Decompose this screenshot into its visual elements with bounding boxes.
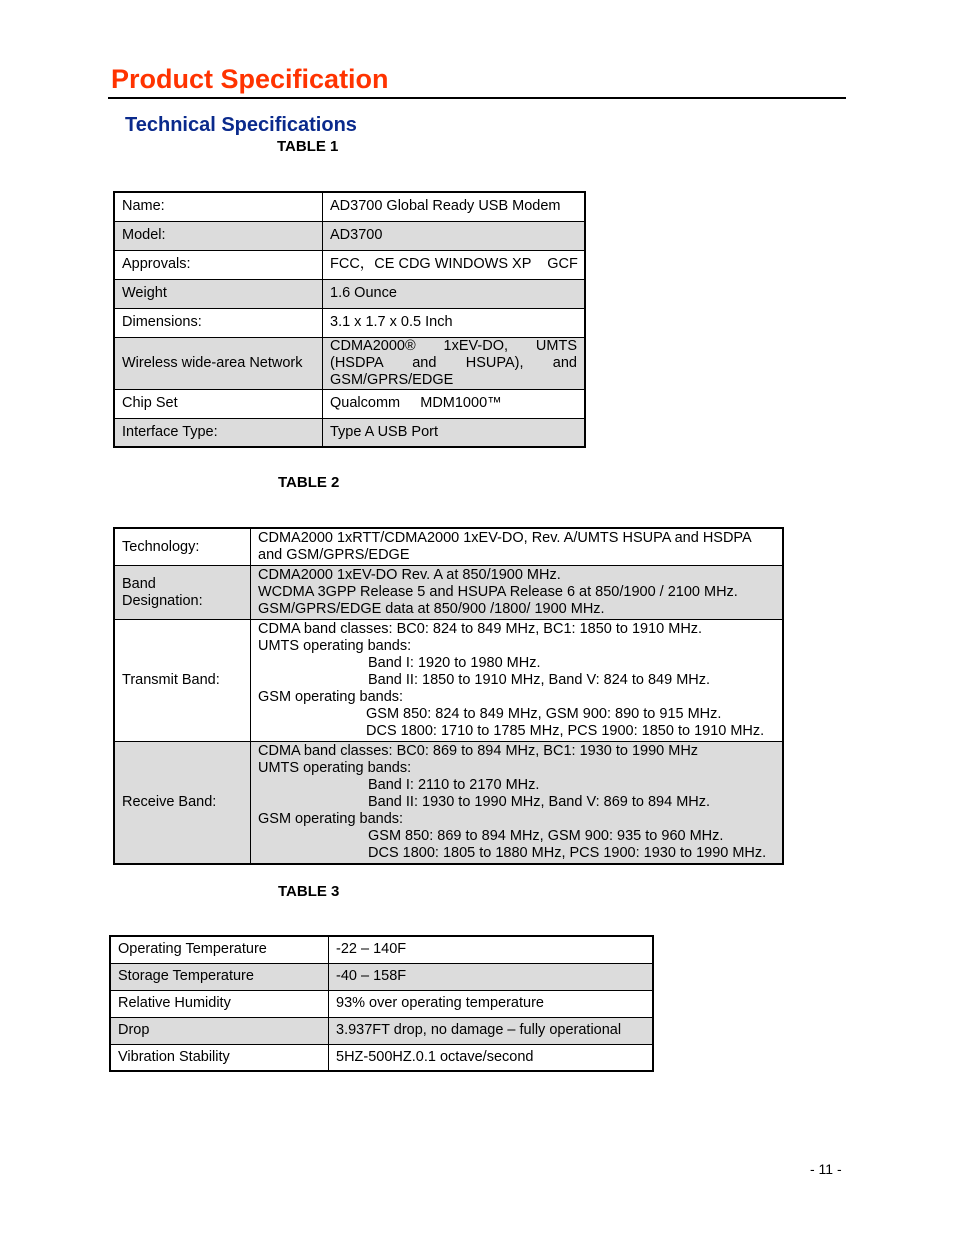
band-line: Band II: 1930 to 1990 MHz, Band V: 869 to 894 MHz. bbox=[368, 794, 711, 810]
band-line: GSM operating bands: bbox=[258, 811, 404, 827]
table1-key: Interface Type: bbox=[114, 418, 323, 447]
table-row bbox=[110, 1017, 653, 1044]
section-heading: Technical Specifications bbox=[125, 114, 357, 136]
table1-value: Type A USB Port bbox=[323, 418, 586, 447]
table2-key: Receive Band: bbox=[114, 742, 251, 865]
table-row bbox=[110, 1044, 653, 1071]
table3-key: Relative Humidity bbox=[110, 990, 329, 1017]
band-line: GSM 850: 869 to 894 MHz, GSM 900: 935 to 960 MHz. bbox=[368, 828, 724, 844]
table3-value: -40 – 158F bbox=[329, 963, 654, 990]
table-row bbox=[110, 990, 653, 1017]
table2-label: TABLE 2 bbox=[278, 474, 340, 491]
table-row bbox=[114, 221, 585, 250]
band-line: GSM 850: 824 to 849 MHz, GSM 900: 890 to 915 MHz. bbox=[366, 706, 722, 722]
table1-key: Name: bbox=[114, 192, 323, 221]
table-row bbox=[114, 308, 585, 337]
table-row bbox=[110, 936, 653, 963]
table2-key: Technology: bbox=[114, 528, 251, 566]
table1-key: Dimensions: bbox=[114, 308, 323, 337]
page-title: Product Specification bbox=[111, 64, 389, 94]
table-row bbox=[114, 389, 585, 418]
table3-key: Drop bbox=[110, 1017, 329, 1044]
band-line: GSM operating bands: bbox=[258, 689, 404, 705]
band-line: DCS 1800: 1710 to 1785 MHz, PCS 1900: 1850 to 1910 MHz. bbox=[366, 723, 765, 739]
band-line: CDMA band classes: BC0: 824 to 849 MHz, BC1: 1850 to 1910 MHz. bbox=[258, 621, 703, 637]
table1-value: Qualcomm MDM1000™ bbox=[323, 389, 586, 418]
table-row bbox=[114, 337, 585, 389]
table1-value: CDMA2000® 1xEV-DO, UMTS (HSDPA and HSUPA), and GSM/GPRS/EDGE bbox=[323, 337, 586, 389]
table-row bbox=[114, 528, 783, 566]
table2-key: Transmit Band: bbox=[114, 620, 251, 742]
table3-value: 93% over operating temperature bbox=[329, 990, 654, 1017]
table3-key: Vibration Stability bbox=[110, 1044, 329, 1071]
table3-value: -22 – 140F bbox=[329, 936, 654, 963]
band-line: Band II: 1850 to 1910 MHz, Band V: 824 to 849 MHz. bbox=[368, 672, 711, 688]
band-line: DCS 1800: 1805 to 1880 MHz, PCS 1900: 1930 to 1990 MHz. bbox=[368, 845, 767, 861]
band-line: UMTS operating bands: bbox=[258, 760, 412, 776]
table3-value: 3.937FT drop, no damage – fully operational bbox=[329, 1017, 654, 1044]
title-divider bbox=[108, 97, 846, 99]
band-line: Band I: 2110 to 2170 MHz. bbox=[368, 777, 540, 793]
table-row bbox=[114, 418, 585, 447]
table3-key: Storage Temperature bbox=[110, 963, 329, 990]
table1-value: AD3700 bbox=[323, 221, 586, 250]
table-row bbox=[114, 566, 783, 620]
band-line: CDMA2000 1xEV-DO Rev. A at 850/1900 MHz. bbox=[258, 567, 561, 583]
table1-value: 3.1 x 1.7 x 0.5 Inch bbox=[323, 308, 586, 337]
table-row bbox=[114, 192, 585, 221]
table-row bbox=[114, 279, 585, 308]
table2-value bbox=[251, 620, 784, 742]
table2-value: CDMA2000 1xRTT/CDMA2000 1xEV-DO, Rev. A/UMTS HSUPA and HSDPA and GSM/GPRS/EDGE bbox=[251, 528, 784, 566]
table1-key: Chip Set bbox=[114, 389, 323, 418]
table1-value: 1.6 Ounce bbox=[323, 279, 586, 308]
table-row bbox=[114, 742, 783, 865]
band-line: GSM/GPRS/EDGE data at 850/900 /1800/ 1900 MHz. bbox=[258, 601, 605, 617]
table3-key: Operating Temperature bbox=[110, 936, 329, 963]
table-row bbox=[114, 250, 585, 279]
table3-value: 5HZ-500HZ.0.1 octave/second bbox=[329, 1044, 654, 1071]
band-line: WCDMA 3GPP Release 5 and HSUPA Release 6 at 850/1900 / 2100 MHz. bbox=[258, 584, 738, 600]
table2-key: Band Designation: bbox=[114, 566, 251, 620]
table3-label: TABLE 3 bbox=[278, 883, 340, 900]
page-number: - 11 - bbox=[810, 1161, 842, 1177]
table1-key: Model: bbox=[114, 221, 323, 250]
band-line: Band I: 1920 to 1980 MHz. bbox=[368, 655, 541, 671]
table2 bbox=[113, 527, 784, 865]
table1-key: Wireless wide-area Network bbox=[114, 337, 323, 389]
table1 bbox=[113, 191, 586, 448]
band-line: UMTS operating bands: bbox=[258, 638, 412, 654]
table1-key: Approvals: bbox=[114, 250, 323, 279]
table-row bbox=[114, 620, 783, 742]
table1-key: Weight bbox=[114, 279, 323, 308]
table1-value: AD3700 Global Ready USB Modem bbox=[323, 192, 586, 221]
table2-value bbox=[251, 566, 784, 620]
table1-value: FCC，CE CDG WINDOWS XP GCF bbox=[323, 250, 586, 279]
table3 bbox=[109, 935, 654, 1072]
table2-value bbox=[251, 742, 784, 865]
table-row bbox=[110, 963, 653, 990]
band-line: CDMA band classes: BC0: 869 to 894 MHz, BC1: 1930 to 1990 MHz bbox=[258, 743, 699, 759]
table1-label: TABLE 1 bbox=[277, 138, 339, 155]
